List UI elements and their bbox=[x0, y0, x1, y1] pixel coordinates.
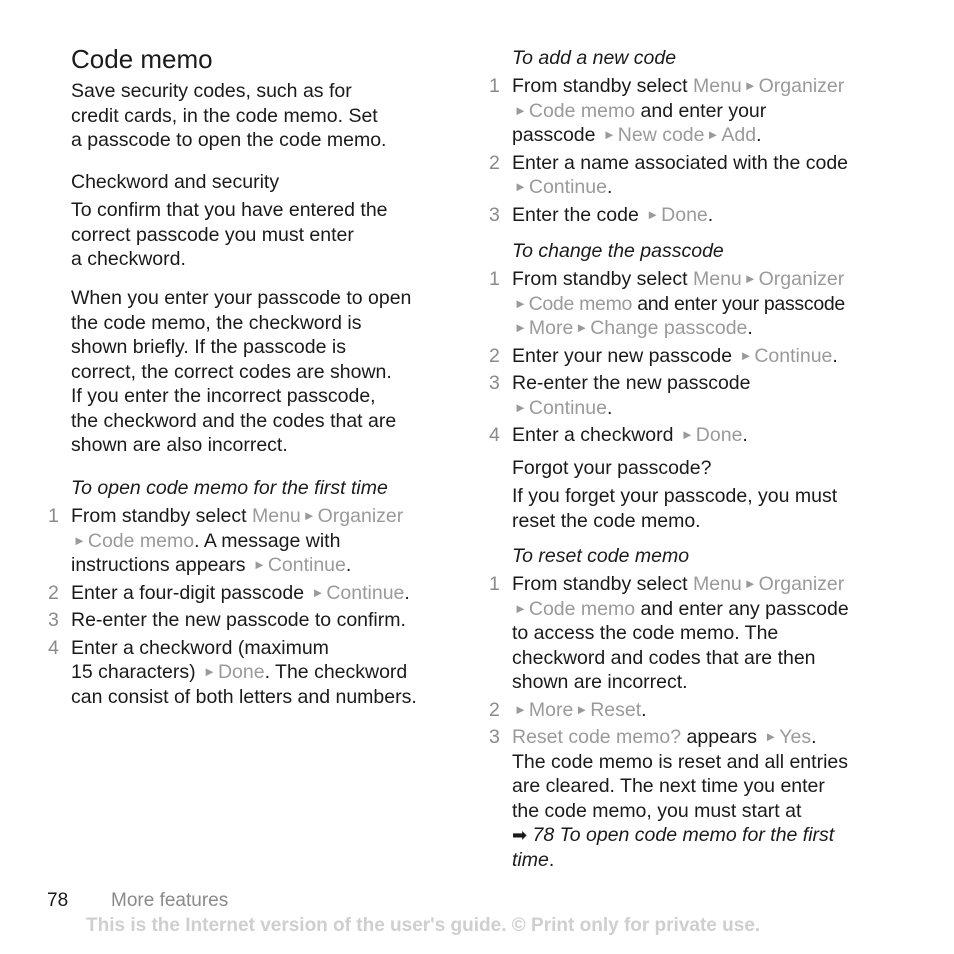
arrow-right-icon: ► bbox=[311, 584, 325, 600]
copyright-note: This is the Internet version of the user's guide. © Print only for private use. bbox=[86, 915, 761, 936]
reset-steps bbox=[489, 572, 849, 872]
arrow-right-icon: ► bbox=[252, 557, 266, 572]
arrow-right-icon: ► bbox=[73, 532, 86, 548]
checkword-heading: Checkword and security bbox=[71, 171, 280, 193]
add-code-heading: To add a new code bbox=[512, 47, 677, 69]
arrow-right-icon: ► bbox=[514, 701, 527, 717]
list-item: 2 Enter a name associated with the code ► Continue. bbox=[489, 151, 849, 198]
reset-heading: To reset code memo bbox=[512, 545, 690, 567]
list-item: 3 Re-enter the new passcode ► Continue. bbox=[489, 372, 751, 419]
arrow-right-icon: ► bbox=[680, 427, 694, 442]
change-passcode-steps bbox=[489, 267, 845, 448]
arrow-right-icon: ► bbox=[514, 600, 527, 616]
arrow-right-icon: ► bbox=[514, 179, 527, 194]
list-item: 2 ► More ► Reset. bbox=[489, 698, 647, 721]
cross-reference-link[interactable]: 78 To open code memo for the first bbox=[532, 824, 835, 846]
arrow-right-icon: ► bbox=[514, 399, 527, 415]
change-passcode-heading: To change the passcode bbox=[512, 240, 724, 262]
list-item: 1 From standby select Menu ► Organizer ► Code memo and enter your passcode ► More ► Change passcode. bbox=[489, 268, 845, 339]
open-first-heading: To open code memo for the first time bbox=[71, 477, 388, 499]
section-name: More features bbox=[111, 890, 229, 911]
arrow-right-icon: ► bbox=[514, 295, 527, 311]
forgot-heading: Forgot your passcode? bbox=[512, 457, 712, 479]
arrow-right-icon: ► bbox=[302, 508, 316, 523]
add-code-steps bbox=[489, 74, 849, 227]
arrow-right-icon: ► bbox=[743, 78, 757, 93]
list-item: 2 Enter your new passcode ► Continue. bbox=[489, 344, 838, 367]
list-item: 2 Enter a four-digit passcode ► Continue. bbox=[48, 581, 410, 604]
list-item: 4 Enter a checkword ► Done. bbox=[489, 424, 748, 446]
arrow-right-icon: ► bbox=[575, 320, 589, 335]
arrow-right-icon: ► bbox=[743, 271, 757, 286]
list-item: 4 Enter a checkword (maximum 15 characters) ► Done. The checkword can consist of both letters and numbers. bbox=[48, 636, 417, 708]
arrow-right-icon: ► bbox=[514, 320, 527, 335]
forgot-paragraph: If you forget your passcode, you must reset the code memo. bbox=[512, 485, 838, 532]
arrow-right-icon: ► bbox=[203, 664, 216, 679]
list-item: 1 From standby select Menu ► Organizer ► Code memo and enter your passcode ► New code ► Add. bbox=[489, 75, 845, 146]
arrow-right-icon: ► bbox=[602, 127, 616, 142]
checkword-paragraph-2: When you enter your passcode to open the code memo, the checkword is shown briefly. If the passcode is correct, the correct codes are shown. If you enter the incorrect passcode, the checkword and the codes that are shown are also incorrect. bbox=[71, 287, 412, 456]
list-item: 3 Re-enter the new passcode to confirm. bbox=[48, 609, 406, 631]
arrow-right-icon: ► bbox=[646, 206, 660, 222]
list-item: 1 From standby select Menu ► Organizer ► Code memo and enter any passcode to access the code memo. The checkword and codes that are then shown are incorrect. bbox=[489, 573, 849, 693]
open-first-steps bbox=[48, 504, 417, 709]
arrow-right-icon: ► bbox=[706, 127, 720, 142]
arrow-right-icon: ► bbox=[739, 347, 753, 363]
cross-reference-link-cont[interactable]: time bbox=[512, 848, 549, 871]
cross-reference-arrow-icon: ➡ bbox=[512, 825, 528, 845]
page-title: Code memo bbox=[71, 44, 213, 74]
list-item: 3 Reset code memo? appears ► Yes. The code memo is reset and all entries are cleared. The next time you enter the code memo, you must start at ➡ 78 To open code memo for the first time. bbox=[489, 726, 848, 871]
list-item: 3 Enter the code ► Done. bbox=[489, 203, 714, 226]
list-item: 1 From standby select Menu ► Organizer ► Code memo. A message with instructions appears ► Continue. bbox=[48, 505, 404, 576]
page-number: 78 bbox=[47, 890, 69, 911]
arrow-right-icon: ► bbox=[575, 701, 589, 717]
checkword-paragraph-1: To confirm that you have entered the correct passcode you must enter a checkword. bbox=[71, 199, 388, 270]
arrow-right-icon: ► bbox=[764, 729, 778, 744]
arrow-right-icon: ► bbox=[743, 576, 757, 591]
arrow-right-icon: ► bbox=[514, 102, 527, 118]
intro-paragraph: Save security codes, such as for credit cards, in the code memo. Set a passcode to open the code memo. bbox=[71, 80, 387, 151]
